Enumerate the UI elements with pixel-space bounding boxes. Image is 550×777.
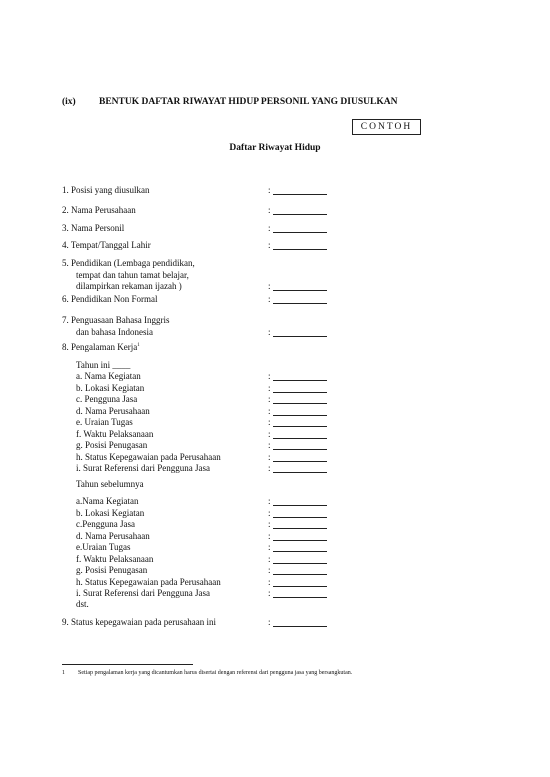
experience-current-field: g. Posisi Penugasan	[76, 440, 148, 450]
experience-previous-field: a.Nama Kegiatan	[76, 496, 139, 506]
experience-previous-field: h. Status Kepegawaian pada Perusahaan	[76, 576, 221, 587]
experience-previous-8-colon: :	[268, 588, 271, 598]
experience-current-2-answer-field[interactable]	[273, 403, 327, 404]
example-box: CONTOH	[352, 119, 421, 135]
experience-previous-5-answer-field[interactable]	[273, 563, 327, 564]
item-4-label: 4. Tempat/Tanggal Lahir	[62, 240, 151, 250]
item-8-label: 8. Pengalaman Kerja$^1$	[62, 342, 140, 352]
experience-previous-field: e.Uraian Tugas	[76, 542, 131, 552]
experience-previous-4-colon: :	[268, 542, 271, 552]
experience-previous-field: i. Surat Referensi dari Pengguna Jasa	[76, 588, 210, 598]
experience-current-5-colon: :	[268, 428, 271, 439]
item-9-label: 9. Status kepegawaian pada perusahaan ini	[62, 617, 216, 627]
item-7-answer-field[interactable]	[273, 336, 327, 337]
footnote-divider	[62, 664, 193, 665]
experience-current-1-answer-field[interactable]	[273, 392, 327, 393]
item-2-colon: :	[268, 205, 271, 215]
experience-previous-1-colon: :	[268, 507, 271, 518]
footnote-mark: 1	[62, 670, 65, 676]
item-5-label: tempat dan tahun tamat belajar,	[76, 269, 189, 280]
footnote-ref: 1	[137, 343, 140, 348]
experience-previous-heading: Tahun sebelumnya	[76, 479, 144, 489]
experience-previous-field: b. Lokasi Kegiatan	[76, 507, 145, 518]
experience-current-3-colon: :	[268, 405, 271, 416]
experience-previous-field: g. Posisi Penugasan	[76, 565, 148, 575]
item-3-colon: :	[268, 223, 271, 233]
experience-current-field: a. Nama Kegiatan	[76, 371, 141, 381]
item-3-label: 3. Nama Personil	[62, 223, 125, 233]
experience-current-field: e. Uraian Tugas	[76, 417, 133, 427]
item-4-colon: :	[268, 240, 271, 250]
item-1-colon: :	[268, 185, 271, 195]
section-title: BENTUK DAFTAR RIWAYAT HIDUP PERSONIL YANG DIUSULKAN	[99, 97, 398, 107]
experience-previous-0-colon: :	[268, 496, 271, 506]
experience-previous-7-answer-field[interactable]	[273, 586, 327, 587]
item-1-answer-field[interactable]	[273, 194, 327, 195]
item-6-label: 6. Pendidikan Non Formal	[62, 294, 158, 304]
item-1-label: 1. Posisi yang diusulkan	[62, 185, 150, 195]
experience-previous-8-answer-field[interactable]	[273, 597, 327, 598]
experience-previous-6-colon: :	[268, 565, 271, 575]
item-7-label: 7. Penguasaan Bahasa Inggris	[62, 315, 170, 325]
experience-previous-7-colon: :	[268, 576, 271, 587]
experience-current-6-answer-field[interactable]	[273, 449, 327, 450]
experience-previous-field: f. Waktu Pelaksanaan	[76, 553, 154, 564]
item-6-answer-field[interactable]	[273, 303, 327, 304]
item-5-answer-field[interactable]	[273, 290, 327, 291]
experience-current-7-answer-field[interactable]	[273, 461, 327, 462]
item-9-answer-field[interactable]	[273, 626, 327, 627]
experience-current-2-colon: :	[268, 394, 271, 404]
experience-current-field: d. Nama Perusahaan	[76, 405, 150, 416]
experience-current-field: h. Status Kepegawaian pada Perusahaan	[76, 451, 221, 462]
experience-current-0-answer-field[interactable]	[273, 380, 327, 381]
experience-current-field: i. Surat Referensi dari Pengguna Jasa	[76, 463, 210, 473]
experience-current-8-colon: :	[268, 463, 271, 473]
experience-current-1-colon: :	[268, 382, 271, 393]
experience-current-5-answer-field[interactable]	[273, 438, 327, 439]
experience-previous-0-answer-field[interactable]	[273, 505, 327, 506]
experience-previous-2-answer-field[interactable]	[273, 528, 327, 529]
item-7-colon: :	[268, 326, 271, 337]
item-7-label: dan bahasa Indonesia	[76, 326, 153, 337]
experience-current-3-answer-field[interactable]	[273, 415, 327, 416]
experience-current-heading: Tahun ini ____	[76, 360, 131, 370]
experience-current-field: f. Waktu Pelaksanaan	[76, 428, 154, 439]
item-9-colon: :	[268, 617, 271, 627]
footnote-text: Setiap pengalaman kerja yang dicantumkan harus disertai dengan referensi dari pengguna jasa yang bersangkutan.	[78, 670, 353, 676]
experience-previous-5-colon: :	[268, 553, 271, 564]
item-5-label: dilampirkan rekaman ijazah )	[76, 281, 182, 291]
experience-current-4-colon: :	[268, 417, 271, 427]
experience-current-7-colon: :	[268, 451, 271, 462]
experience-previous-3-answer-field[interactable]	[273, 540, 327, 541]
item-3-answer-field[interactable]	[273, 232, 327, 233]
item-2-label: 2. Nama Perusahaan	[62, 205, 136, 215]
experience-current-field: c. Pengguna Jasa	[76, 394, 138, 404]
experience-previous-3-colon: :	[268, 530, 271, 541]
experience-current-field: b. Lokasi Kegiatan	[76, 382, 145, 393]
experience-current-6-colon: :	[268, 440, 271, 450]
document-title: Daftar Riwayat Hidup	[229, 143, 321, 153]
item-2-answer-field[interactable]	[273, 214, 327, 215]
experience-previous-2-colon: :	[268, 519, 271, 529]
experience-previous-field: d. Nama Perusahaan	[76, 530, 150, 541]
experience-current-4-answer-field[interactable]	[273, 426, 327, 427]
item-5-colon: :	[268, 281, 271, 291]
experience-previous-field: c.Pengguna Jasa	[76, 519, 135, 529]
experience-current-8-answer-field[interactable]	[273, 472, 327, 473]
item-4-answer-field[interactable]	[273, 249, 327, 250]
item-6-colon: :	[268, 294, 271, 304]
experience-previous-1-answer-field[interactable]	[273, 517, 327, 518]
experience-previous-4-answer-field[interactable]	[273, 551, 327, 552]
experience-previous-6-answer-field[interactable]	[273, 574, 327, 575]
continuation-text: dst.	[76, 599, 89, 609]
section-number: (ix)	[62, 97, 76, 107]
item-5-label: 5. Pendidikan (Lembaga pendidikan,	[62, 258, 195, 268]
experience-current-0-colon: :	[268, 371, 271, 381]
